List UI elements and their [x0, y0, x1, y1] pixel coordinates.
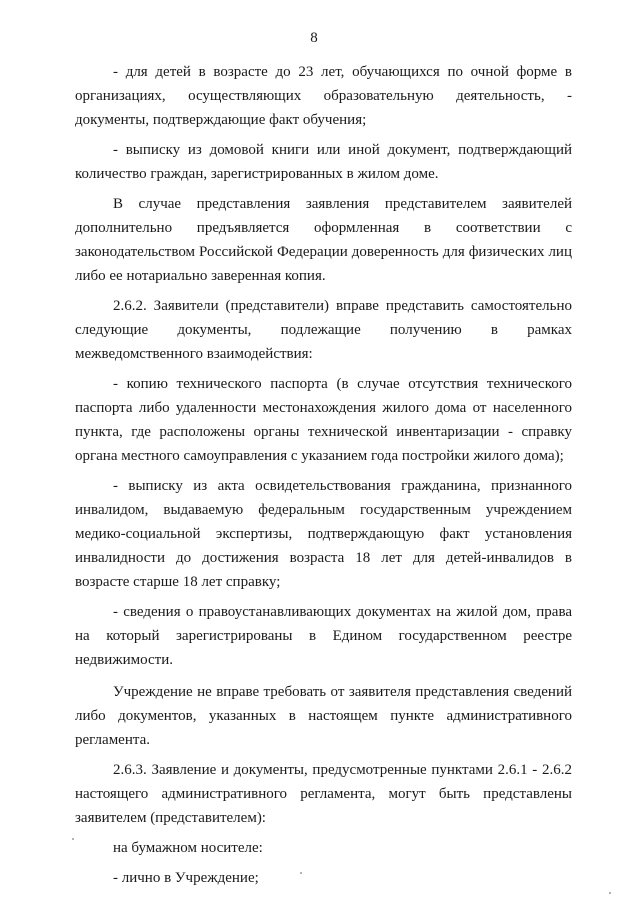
paragraph-2-6-3: 2.6.3. Заявление и документы, предусмотренные пунктами 2.6.1 - 2.6.2 настоящего административного регламента, могут быть представлены заявителем (представителем):	[75, 762, 572, 826]
paragraph-house-register: - выписку из домовой книги или иной документ, подтверждающий количество граждан, зарегистрированных в жилом доме.	[75, 142, 572, 182]
paragraph-representative: В случае представления заявления представителем заявителей дополнительно предъявляется оформленная в соответствии с законодательством Российской Федерации доверенность для физических лиц либо ее нотариально заверенная копия.	[75, 196, 572, 284]
paragraph-education-docs: - для детей в возрасте до 23 лет, обучающихся по очной форме в организациях, осуществляющих образовательную деятельность, - документы, подтверждающие факт обучения;	[75, 64, 572, 128]
document-body	[75, 60, 572, 890]
paragraph-disability-act: - выписку из акта освидетельствования гражданина, признанного инвалидом, выдаваемую федеральным государственным учреждением медико-социальной экспертизы, подтверждающую факт установления инвалидности до достижения возраста 18 лет для детей-инвалидов в возрасте старше 18 лет справку;	[75, 478, 572, 590]
paragraph-institution-restriction: Учреждение не вправе требовать от заявителя представления сведений либо документов, указанных в настоящем пункте административного регламента.	[75, 684, 572, 748]
page-number: 8	[310, 30, 318, 46]
scan-speck	[609, 892, 611, 894]
paragraph-paper-medium: на бумажном носителе:	[113, 840, 263, 856]
paragraph-in-person: - лично в Учреждение;	[113, 870, 259, 886]
paragraph-tech-passport: - копию технического паспорта (в случае отсутствия технического паспорта либо удаленности местонахождения жилого дома от населенного пункта, где расположены органы технической инвентаризации - справку органа местного самоуправления с указанием года постройки жилого дома);	[75, 376, 572, 464]
scan-speck	[300, 872, 302, 874]
paragraph-2-6-2: 2.6.2. Заявители (представители) вправе представить самостоятельно следующие документы, подлежащие получению в рамках межведомственного взаимодействия:	[75, 298, 572, 362]
scan-speck	[72, 838, 74, 840]
paragraph-property-rights: - сведения о правоустанавливающих документах на жилой дом, права на который зарегистрированы в Едином государственном реестре недвижимости.	[75, 604, 572, 668]
